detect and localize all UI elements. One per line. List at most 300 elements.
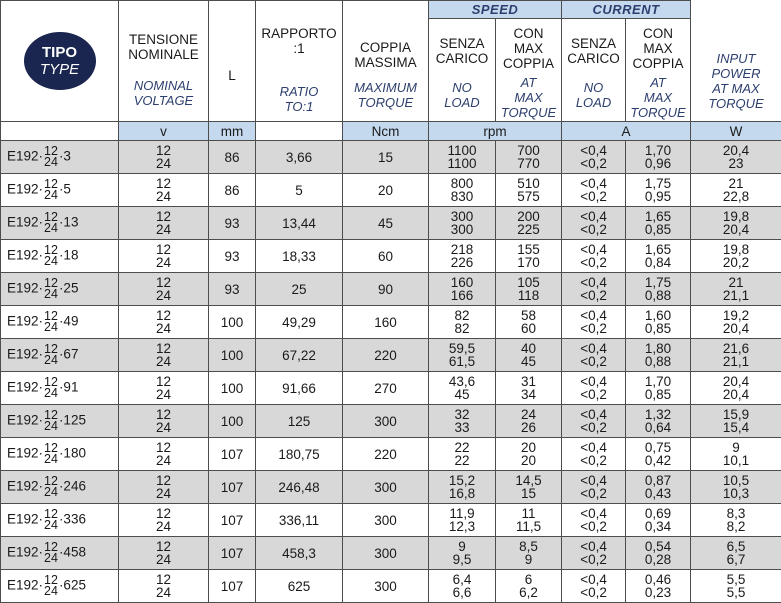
current-no-load-cell [562, 405, 626, 438]
model-suffix: ·246 [59, 479, 86, 494]
speed-no-load-cell-bottom: 12,3 [429, 520, 495, 533]
speed-max-torque-cell-bottom: 11,5 [496, 520, 561, 533]
current-no-load-cell-stack [562, 441, 625, 467]
model-voltage-top: 12 [44, 344, 58, 355]
voltage-cell [119, 273, 209, 306]
power-cell-stack [691, 375, 781, 401]
power-cell [691, 438, 781, 471]
model-cell [1, 537, 119, 570]
speed-max-torque-cell-top: 6 [496, 573, 561, 586]
voltage-cell-bottom: 24 [119, 388, 208, 401]
power-cell-stack [691, 441, 781, 467]
current-max-torque-cell [626, 339, 691, 372]
power-cell-bottom: 6,7 [691, 553, 781, 566]
unit-voltage: v [119, 122, 209, 141]
voltage-cell-top: 12 [119, 540, 208, 553]
units-blank-ratio [256, 122, 343, 141]
speed-no-load-cell-stack [429, 441, 495, 467]
table-row [1, 240, 781, 273]
speed-max-torque-cell-bottom: 225 [496, 223, 561, 236]
current-max-torque-cell-top: 0,54 [626, 540, 690, 553]
speed-no-load-cell-stack [429, 540, 495, 566]
current-no-load-cell-stack [562, 144, 625, 170]
ratio-header-it: RAPPORTO :1 [256, 8, 342, 56]
power-cell-top: 19,8 [691, 210, 781, 223]
voltage-cell-top: 12 [119, 507, 208, 520]
power-cell-stack [691, 342, 781, 368]
table-row [1, 174, 781, 207]
speed-max-torque-cell-stack [496, 144, 561, 170]
current-no-load-cell-top: <0,4 [562, 144, 625, 157]
current-no-load-header [562, 19, 626, 122]
current-max-torque-cell [626, 471, 691, 504]
unit-current: A [562, 122, 691, 141]
current-no-load-cell [562, 372, 626, 405]
current-max-torque-it: CON MAX COPPIA [626, 20, 690, 71]
model-cell [1, 438, 119, 471]
model-voltage-bottom: 24 [44, 256, 58, 267]
current-no-load-cell [562, 207, 626, 240]
voltage-header-it: TENSIONE NOMINALE [119, 14, 208, 62]
voltage-cell-stack [119, 144, 208, 170]
torque-cell: 270 [343, 372, 429, 405]
speed-no-load-en: NO LOAD [429, 66, 495, 110]
length-cell: 86 [209, 141, 256, 174]
voltage-cell-top: 12 [119, 210, 208, 223]
power-cell-top: 21,6 [691, 342, 781, 355]
speed-max-torque-cell-stack [496, 276, 561, 302]
ratio-cell: 91,66 [256, 372, 343, 405]
speed-max-torque-cell-stack [496, 441, 561, 467]
table-row [1, 438, 781, 471]
speed-max-torque-cell-stack [496, 573, 561, 599]
voltage-cell-top: 12 [119, 309, 208, 322]
current-no-load-cell-bottom: <0,2 [562, 586, 625, 599]
speed-max-torque-cell [496, 372, 562, 405]
model-voltage-fraction [44, 377, 58, 399]
table-row [1, 405, 781, 438]
voltage-cell-bottom: 24 [119, 190, 208, 203]
power-cell [691, 471, 781, 504]
voltage-cell [119, 570, 209, 603]
model-suffix: ·180 [59, 446, 86, 461]
model-suffix: ·458 [59, 545, 86, 560]
model-prefix: E192· [7, 248, 43, 263]
current-no-load-cell [562, 570, 626, 603]
speed-no-load-cell [429, 174, 496, 207]
speed-max-torque-it: CON MAX COPPIA [496, 20, 561, 71]
speed-max-torque-cell-bottom: 15 [496, 487, 561, 500]
unit-length: mm [209, 122, 256, 141]
power-cell-top: 8,3 [691, 507, 781, 520]
current-no-load-cell-bottom: <0,2 [562, 355, 625, 368]
model-cell [1, 570, 119, 603]
speed-no-load-cell-top: 218 [429, 243, 495, 256]
speed-no-load-header [429, 19, 496, 122]
voltage-cell [119, 372, 209, 405]
current-no-load-cell-bottom: <0,2 [562, 223, 625, 236]
current-max-torque-cell-top: 1,32 [626, 408, 690, 421]
speed-max-torque-cell-top: 11 [496, 507, 561, 520]
model-prefix: E192· [7, 413, 43, 428]
table-row [1, 306, 781, 339]
current-no-load-cell-bottom: <0,2 [562, 487, 625, 500]
power-cell [691, 306, 781, 339]
current-no-load-cell-stack [562, 507, 625, 533]
ratio-cell: 625 [256, 570, 343, 603]
ratio-cell: 3,66 [256, 141, 343, 174]
current-no-load-cell-bottom: <0,2 [562, 190, 625, 203]
current-max-torque-cell-bottom: 0,95 [626, 190, 690, 203]
speed-no-load-cell-top: 15,2 [429, 474, 495, 487]
speed-max-torque-cell-bottom: 26 [496, 421, 561, 434]
current-no-load-cell-bottom: <0,2 [562, 454, 625, 467]
power-cell [691, 273, 781, 306]
power-cell-top: 21 [691, 276, 781, 289]
model-cell [1, 207, 119, 240]
tipo-header [1, 1, 119, 122]
power-cell-stack [691, 276, 781, 302]
current-no-load-cell-stack [562, 408, 625, 434]
current-no-load-cell [562, 240, 626, 273]
speed-no-load-cell-stack [429, 309, 495, 335]
ratio-cell: 49,29 [256, 306, 343, 339]
model-prefix: E192· [7, 512, 43, 527]
model-voltage-fraction [44, 278, 58, 300]
speed-no-load-cell-stack [429, 177, 495, 203]
speed-no-load-cell-bottom: 61,5 [429, 355, 495, 368]
current-max-torque-header [626, 19, 691, 122]
voltage-cell-top: 12 [119, 375, 208, 388]
power-cell-bottom: 21,1 [691, 289, 781, 302]
speed-no-load-cell [429, 405, 496, 438]
length-header-label: L [209, 40, 255, 83]
voltage-cell-top: 12 [119, 342, 208, 355]
current-no-load-cell-top: <0,4 [562, 375, 625, 388]
voltage-cell-bottom: 24 [119, 586, 208, 599]
table-row [1, 372, 781, 405]
current-max-torque-cell-bottom: 0,42 [626, 454, 690, 467]
speed-max-torque-cell [496, 570, 562, 603]
model-prefix: E192· [7, 182, 43, 197]
torque-cell: 300 [343, 537, 429, 570]
power-cell [691, 240, 781, 273]
voltage-cell [119, 504, 209, 537]
model-cell [1, 339, 119, 372]
ratio-header [256, 1, 343, 122]
ratio-cell: 458,3 [256, 537, 343, 570]
power-cell-top: 19,8 [691, 243, 781, 256]
power-cell-top: 5,5 [691, 573, 781, 586]
tipo-label: TIPO [42, 44, 77, 61]
speed-max-torque-cell [496, 240, 562, 273]
current-max-torque-cell-bottom: 0,85 [626, 322, 690, 335]
length-cell: 93 [209, 207, 256, 240]
model-voltage-bottom: 24 [44, 289, 58, 300]
current-no-load-cell-top: <0,4 [562, 408, 625, 421]
current-no-load-cell-top: <0,4 [562, 573, 625, 586]
speed-no-load-cell [429, 207, 496, 240]
speed-max-torque-cell-stack [496, 210, 561, 236]
voltage-cell-bottom: 24 [119, 322, 208, 335]
current-no-load-cell-bottom: <0,2 [562, 388, 625, 401]
model-suffix: ·67 [59, 347, 79, 362]
model-voltage-fraction [44, 146, 58, 168]
voltage-cell-top: 12 [119, 276, 208, 289]
speed-max-torque-cell [496, 339, 562, 372]
power-cell-top: 15,9 [691, 408, 781, 421]
speed-no-load-cell-top: 160 [429, 276, 495, 289]
speed-max-torque-cell-top: 8,5 [496, 540, 561, 553]
current-max-torque-cell-bottom: 0,43 [626, 487, 690, 500]
power-header [691, 1, 781, 122]
power-cell-bottom: 23 [691, 157, 781, 170]
torque-cell: 300 [343, 504, 429, 537]
current-max-torque-cell [626, 306, 691, 339]
speed-no-load-cell [429, 537, 496, 570]
current-max-torque-cell-stack [626, 177, 690, 203]
current-max-torque-cell-stack [626, 342, 690, 368]
model-voltage-top: 12 [44, 278, 58, 289]
torque-header-en: MAXIMUM TORQUE [343, 70, 428, 110]
model-voltage-bottom: 24 [44, 454, 58, 465]
speed-max-torque-cell [496, 141, 562, 174]
speed-no-load-cell [429, 570, 496, 603]
speed-no-load-cell-bottom: 33 [429, 421, 495, 434]
voltage-cell [119, 438, 209, 471]
model-suffix: ·5 [59, 182, 71, 197]
speed-no-load-cell-stack [429, 210, 495, 236]
model-prefix: E192· [7, 149, 43, 164]
current-no-load-cell-stack [562, 375, 625, 401]
power-cell-bottom: 20,4 [691, 322, 781, 335]
model-voltage-top: 12 [44, 410, 58, 421]
ratio-header-en: RATIO TO:1 [256, 56, 342, 114]
voltage-cell-top: 12 [119, 408, 208, 421]
current-max-torque-cell-bottom: 0,88 [626, 289, 690, 302]
speed-no-load-cell-top: 800 [429, 177, 495, 190]
current-max-torque-cell-bottom: 0,96 [626, 157, 690, 170]
speed-max-torque-cell-top: 20 [496, 441, 561, 454]
current-no-load-cell-bottom: <0,2 [562, 256, 625, 269]
model-voltage-bottom: 24 [44, 355, 58, 366]
current-no-load-cell-top: <0,4 [562, 243, 625, 256]
speed-max-torque-cell-top: 58 [496, 309, 561, 322]
speed-no-load-cell-bottom: 16,8 [429, 487, 495, 500]
power-cell-bottom: 20,4 [691, 388, 781, 401]
power-cell [691, 570, 781, 603]
power-cell-stack [691, 540, 781, 566]
power-cell-bottom: 10,1 [691, 454, 781, 467]
current-max-torque-cell-stack [626, 540, 690, 566]
current-max-torque-cell-stack [626, 507, 690, 533]
current-max-torque-cell-top: 1,75 [626, 276, 690, 289]
table-row [1, 537, 781, 570]
ratio-cell: 246,48 [256, 471, 343, 504]
current-max-torque-cell-stack [626, 309, 690, 335]
ratio-cell: 180,75 [256, 438, 343, 471]
speed-max-torque-cell-top: 510 [496, 177, 561, 190]
speed-no-load-cell-top: 82 [429, 309, 495, 322]
power-cell [691, 141, 781, 174]
speed-max-torque-cell-bottom: 20 [496, 454, 561, 467]
speed-max-torque-cell-bottom: 45 [496, 355, 561, 368]
power-cell-stack [691, 474, 781, 500]
units-row [1, 122, 781, 141]
voltage-cell [119, 174, 209, 207]
model-voltage-top: 12 [44, 575, 58, 586]
torque-cell: 20 [343, 174, 429, 207]
model-voltage-top: 12 [44, 179, 58, 190]
power-cell-top: 19,2 [691, 309, 781, 322]
model-voltage-top: 12 [44, 146, 58, 157]
model-cell [1, 240, 119, 273]
voltage-cell [119, 537, 209, 570]
speed-max-torque-cell-stack [496, 375, 561, 401]
voltage-cell-top: 12 [119, 474, 208, 487]
current-max-torque-cell [626, 174, 691, 207]
speed-no-load-cell-stack [429, 573, 495, 599]
speed-no-load-cell-bottom: 300 [429, 223, 495, 236]
ratio-cell: 25 [256, 273, 343, 306]
power-cell-stack [691, 408, 781, 434]
speed-max-torque-cell-stack [496, 342, 561, 368]
voltage-cell-stack [119, 210, 208, 236]
unit-power: W [691, 122, 781, 141]
model-prefix: E192· [7, 479, 43, 494]
model-suffix: ·13 [59, 215, 79, 230]
length-cell: 107 [209, 471, 256, 504]
model-voltage-bottom: 24 [44, 190, 58, 201]
current-max-torque-cell-bottom: 0,34 [626, 520, 690, 533]
voltage-header-en: NOMINAL VOLTAGE [119, 62, 208, 108]
model-voltage-top: 12 [44, 542, 58, 553]
speed-no-load-cell [429, 141, 496, 174]
speed-max-torque-cell-stack [496, 408, 561, 434]
ratio-cell: 18,33 [256, 240, 343, 273]
current-no-load-cell-top: <0,4 [562, 177, 625, 190]
speed-no-load-cell [429, 306, 496, 339]
voltage-cell-stack [119, 441, 208, 467]
ratio-cell: 13,44 [256, 207, 343, 240]
torque-cell: 160 [343, 306, 429, 339]
speed-max-torque-cell-top: 40 [496, 342, 561, 355]
length-cell: 100 [209, 372, 256, 405]
torque-cell: 220 [343, 339, 429, 372]
torque-header [343, 1, 429, 122]
power-cell-stack [691, 573, 781, 599]
voltage-cell [119, 141, 209, 174]
speed-max-torque-cell-stack [496, 507, 561, 533]
power-cell [691, 405, 781, 438]
power-cell [691, 504, 781, 537]
model-cell [1, 405, 119, 438]
speed-max-torque-cell-bottom: 575 [496, 190, 561, 203]
speed-no-load-cell [429, 339, 496, 372]
speed-no-load-cell-stack [429, 507, 495, 533]
torque-header-it: COPPIA MASSIMA [343, 12, 428, 70]
table-row [1, 141, 781, 174]
table-body [1, 141, 781, 603]
power-cell [691, 174, 781, 207]
voltage-cell-bottom: 24 [119, 454, 208, 467]
speed-no-load-cell-bottom: 1100 [429, 157, 495, 170]
voltage-cell-bottom: 24 [119, 421, 208, 434]
model-voltage-bottom: 24 [44, 223, 58, 234]
speed-no-load-cell-stack [429, 276, 495, 302]
model-prefix: E192· [7, 380, 43, 395]
model-prefix: E192· [7, 314, 43, 329]
power-cell-bottom: 20,2 [691, 256, 781, 269]
model-prefix: E192· [7, 281, 43, 296]
power-cell-bottom: 21,1 [691, 355, 781, 368]
current-max-torque-cell [626, 372, 691, 405]
current-max-torque-cell [626, 438, 691, 471]
current-max-torque-cell-top: 1,60 [626, 309, 690, 322]
current-max-torque-cell [626, 537, 691, 570]
current-max-torque-cell-top: 1,75 [626, 177, 690, 190]
current-no-load-cell-bottom: <0,2 [562, 322, 625, 335]
tipo-badge [24, 32, 96, 90]
current-no-load-cell-bottom: <0,2 [562, 553, 625, 566]
speed-no-load-cell [429, 273, 496, 306]
voltage-cell-bottom: 24 [119, 223, 208, 236]
model-voltage-fraction [44, 443, 58, 465]
length-cell: 93 [209, 240, 256, 273]
speed-max-torque-cell-bottom: 9 [496, 553, 561, 566]
current-no-load-cell-top: <0,4 [562, 276, 625, 289]
current-max-torque-cell [626, 207, 691, 240]
model-voltage-top: 12 [44, 509, 58, 520]
speed-max-torque-cell-bottom: 6,2 [496, 586, 561, 599]
power-cell-top: 6,5 [691, 540, 781, 553]
speed-max-torque-cell-bottom: 34 [496, 388, 561, 401]
current-max-torque-cell-top: 1,80 [626, 342, 690, 355]
current-group-header: CURRENT [562, 1, 691, 19]
speed-max-torque-header [496, 19, 562, 122]
model-prefix: E192· [7, 446, 43, 461]
table-row [1, 471, 781, 504]
current-no-load-cell-stack [562, 243, 625, 269]
table-row [1, 504, 781, 537]
model-suffix: ·3 [59, 149, 71, 164]
speed-no-load-cell-bottom: 6,6 [429, 586, 495, 599]
model-voltage-top: 12 [44, 311, 58, 322]
current-max-torque-cell-bottom: 0,28 [626, 553, 690, 566]
model-voltage-bottom: 24 [44, 388, 58, 399]
speed-max-torque-cell-bottom: 770 [496, 157, 561, 170]
voltage-header [119, 1, 209, 122]
current-max-torque-cell-bottom: 0,85 [626, 388, 690, 401]
current-no-load-cell-top: <0,4 [562, 309, 625, 322]
model-voltage-fraction [44, 212, 58, 234]
power-cell [691, 372, 781, 405]
power-cell-bottom: 10,3 [691, 487, 781, 500]
torque-cell: 90 [343, 273, 429, 306]
current-no-load-cell-stack [562, 573, 625, 599]
voltage-cell-top: 12 [119, 441, 208, 454]
model-voltage-top: 12 [44, 476, 58, 487]
speed-no-load-cell-top: 11,9 [429, 507, 495, 520]
type-label: TYPE [40, 61, 79, 78]
speed-no-load-cell-bottom: 82 [429, 322, 495, 335]
speed-max-torque-cell-bottom: 118 [496, 289, 561, 302]
voltage-cell-bottom: 24 [119, 355, 208, 368]
current-max-torque-cell-top: 1,65 [626, 243, 690, 256]
torque-cell: 300 [343, 570, 429, 603]
model-voltage-fraction [44, 476, 58, 498]
length-cell: 100 [209, 405, 256, 438]
